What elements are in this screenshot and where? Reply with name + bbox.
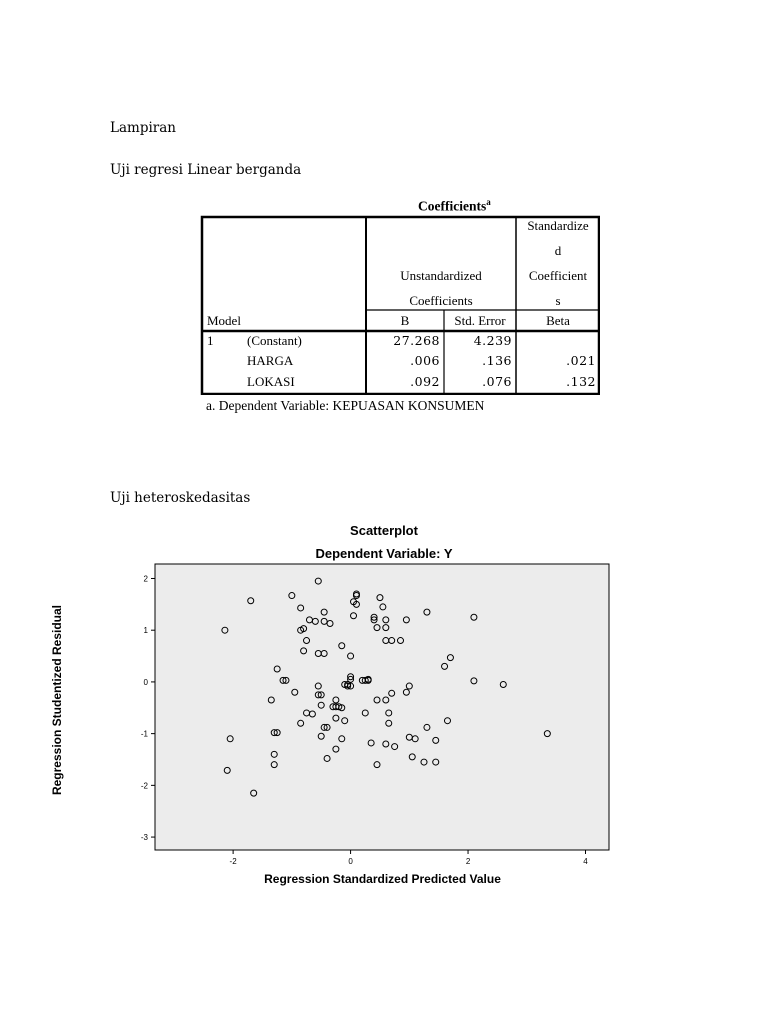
row-b: 27.268: [393, 333, 440, 348]
header-unstandardized-line2: Coefficients: [409, 293, 473, 308]
x-tick-label: -2: [229, 857, 237, 866]
row-std-error: .136: [482, 353, 512, 368]
row-std-error: 4.239: [473, 333, 512, 348]
y-tick-label: -1: [140, 729, 148, 739]
row-beta: .021: [566, 353, 596, 368]
y-tick-label: -2: [140, 781, 148, 791]
heading-lampiran: Lampiran: [110, 120, 176, 136]
plot-area: [155, 564, 609, 850]
row-b: .006: [410, 353, 440, 368]
y-tick-label: 1: [143, 626, 148, 636]
y-tick-label: -3: [140, 833, 148, 843]
row-name: HARGA: [247, 353, 294, 368]
row-name: (Constant): [247, 333, 302, 348]
heading-uji-regresi: Uji regresi Linear berganda: [110, 162, 302, 178]
heading-uji-heteroskedasitas: Uji heteroskedasitas: [110, 490, 251, 506]
header-standardized-line4: s: [555, 293, 561, 308]
table-title-footnote-mark: a: [486, 197, 491, 207]
x-tick-label: 4: [583, 857, 588, 866]
header-b: B: [400, 313, 410, 328]
header-unstandardized-line1: Unstandardized: [400, 268, 482, 283]
row-b: .092: [410, 374, 440, 389]
scatterplot-title: Scatterplot: [350, 523, 418, 538]
header-std-error: Std. Error: [454, 313, 506, 328]
header-standardized-line2: d: [554, 243, 562, 258]
table-title-text: Coefficients: [418, 198, 487, 214]
header-standardized-line1: Standardize: [527, 218, 589, 233]
scatterplot-subtitle: Dependent Variable: Y: [315, 546, 453, 561]
table-footnote: a. Dependent Variable: KEPUASAN KONSUMEN: [206, 398, 485, 413]
row-name: LOKASI: [247, 374, 295, 389]
x-tick-label: 0: [348, 857, 353, 866]
row-beta: .132: [566, 374, 596, 389]
header-standardized-line3: Coefficient: [528, 268, 588, 283]
y-axis-label: Regression Studentized Residual: [50, 604, 64, 796]
header-model: Model: [207, 313, 241, 328]
y-tick-label: 2: [143, 574, 148, 584]
header-beta: Beta: [546, 313, 570, 328]
model-number: 1: [207, 333, 214, 348]
y-tick-label: 0: [143, 677, 148, 687]
x-axis-label: Regression Standardized Predicted Value: [264, 872, 501, 886]
row-std-error: .076: [482, 374, 512, 389]
x-tick-label: 2: [465, 857, 471, 866]
